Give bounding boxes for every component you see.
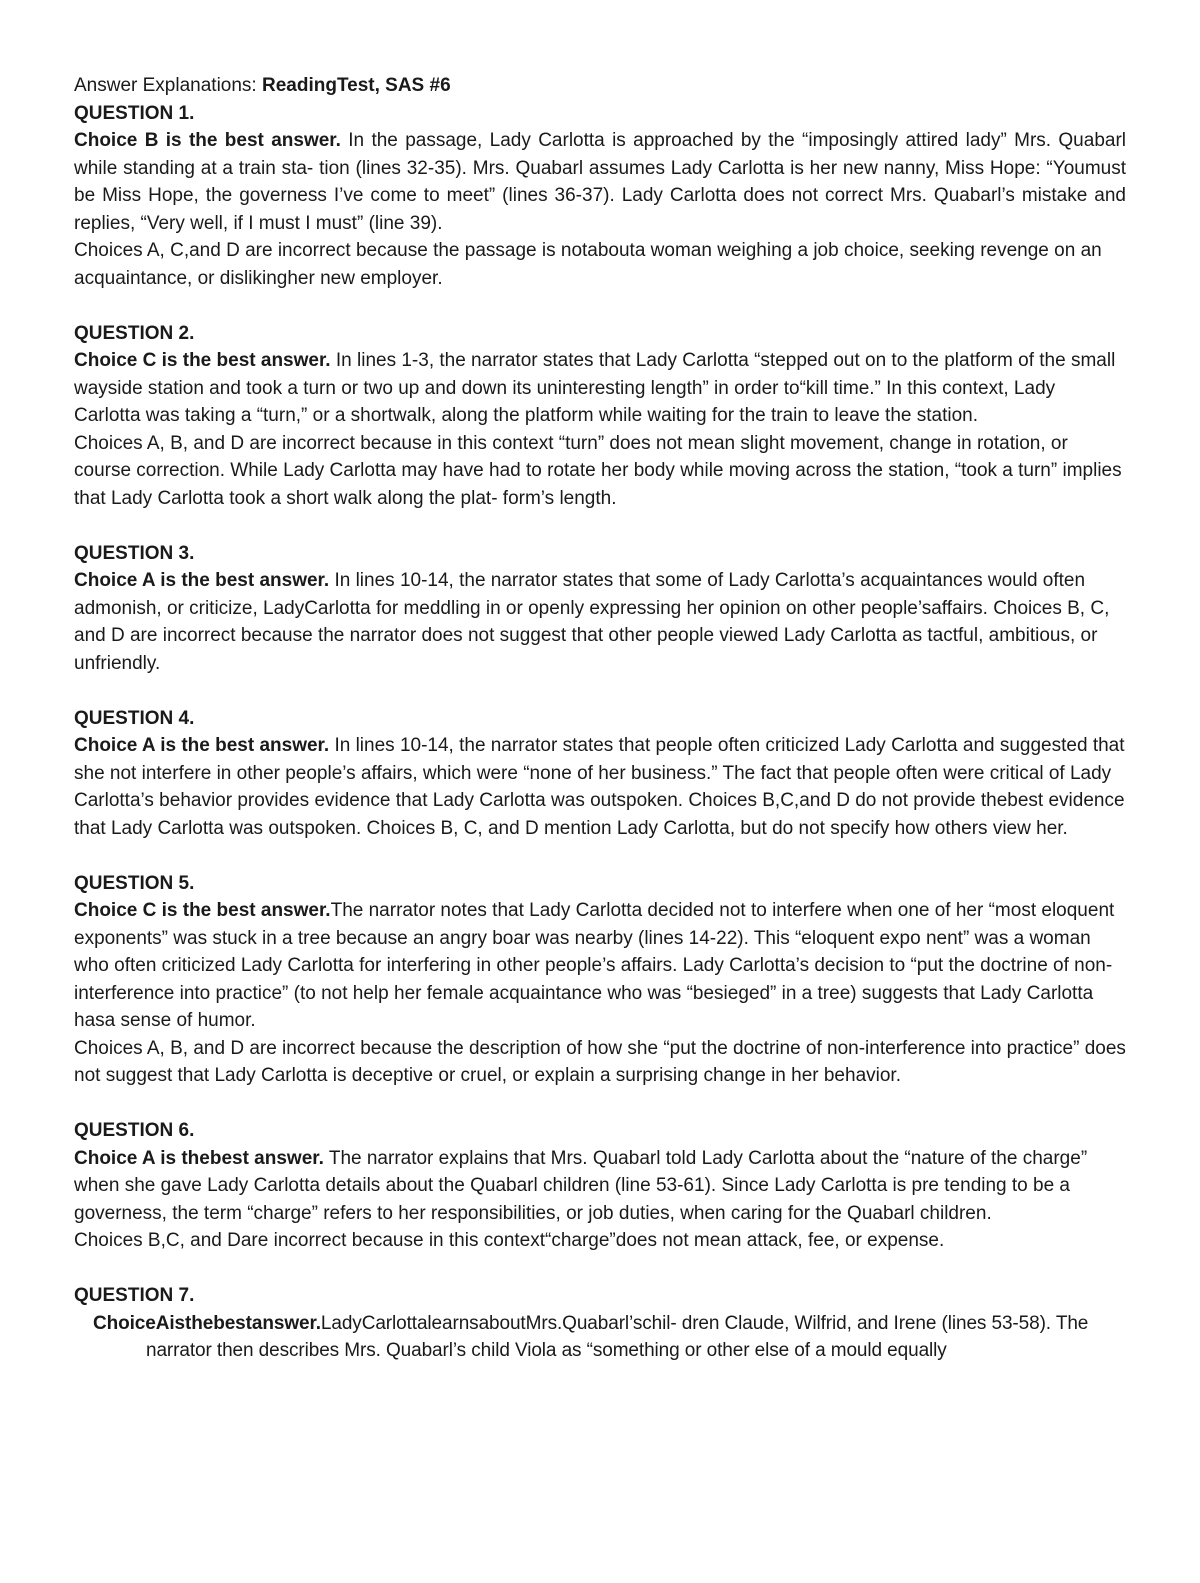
answer-paragraph — [74, 347, 1126, 430]
answer-lead: Choice C is the best answer. — [74, 900, 331, 921]
question-title: QUESTION 5. — [74, 872, 195, 894]
answer-paragraph — [74, 732, 1126, 842]
answer-paragraph — [74, 1145, 1126, 1228]
header-prefix: Answer Explanations: — [74, 75, 262, 96]
answer-lead: ChoiceAisthebestanswer. — [93, 1312, 321, 1334]
answer-body: In the passage, Lady Carlotta is approached by the “imposingly attired lady” Mrs. Quabarl while standing at a train sta- tion (lines 32-35). Mrs. Quabarl assumes Lady Carlotta is her new nanny, Miss Hope: “Youmust be Miss Hope, the governess I’ve come to meet” (lines 36-37). Lady Carlotta does not correct Mrs. Quabarl’s mistake and replies, “Very well, if I must I must” (line 39). — [74, 130, 1126, 234]
answer-lead: Choice C is the best answer. — [74, 350, 331, 371]
incorrect-choices-paragraph: Choices A, B, and D are incorrect because in this context “turn” does not mean slight movement, change in rotation, or course correction. While Lady Carlotta may have had to rotate her body while moving across the station, “took a turn” implies that Lady Carlotta took a short walk along the plat- form’s length. — [74, 432, 1122, 509]
question-4 — [74, 705, 1126, 843]
answer-body: The narrator explains that Mrs. Quabarl told Lady Carlotta about the “nature of the charge” when she gave Lady Carlotta details about the Quabarl children (line 53-61). Since Lady Carlotta is pre tending to be a governess, the term “charge” refers to her responsibilities, or job duties, when caring for the Quabarl children. — [74, 1147, 1088, 1224]
answer-paragraph — [74, 897, 1126, 1035]
question-title: QUESTION 7. — [74, 1285, 195, 1306]
answer-body: In lines 10-14, the narrator states that some of Lady Carlotta’s acquaintances would often admonish, or criticize, LadyCarlotta for meddling in or openly expressing her opinion on other people’saffairs. Choices B, C, and D are incorrect because the narrator does not suggest that other people viewed Lady Carlotta as tactful, ambitious, or unfriendly. — [74, 570, 1110, 674]
answer-paragraph — [74, 567, 1126, 677]
header-title: ReadingTest, SAS #6 — [262, 75, 451, 96]
answer-body: In lines 1-3, the narrator states that Lady Carlotta “stepped out on to the platform of the small wayside station and took a turn or two up and down its uninteresting length” in order to“kill time.” In this context, Lady Carlotta was taking a “turn,” or a shortwalk, along the platform while waiting for the train to leave the station. — [74, 350, 1116, 426]
question-title: QUESTION 2. — [74, 322, 195, 344]
incorrect-choices-paragraph: Choices B,C, and Dare incorrect because in this context“charge”does not mean attack, fee, or expense. — [74, 1230, 945, 1251]
document-header — [74, 72, 1126, 100]
answer-lead: Choice B is the best answer. — [74, 130, 341, 151]
answer-paragraph — [74, 127, 1126, 237]
question-5 — [74, 870, 1126, 1090]
question-title: QUESTION 3. — [74, 542, 195, 564]
question-6 — [74, 1117, 1126, 1255]
incorrect-choices-paragraph: Choices A, C,and D are incorrect because the passage is notabouta woman weighing a job choice, seeking revenge on an acquaintance, or dislikingher new employer. — [74, 240, 1102, 289]
answer-lead: Choice A is the best answer. — [74, 735, 330, 756]
answer-body: LadyCarlottalearnsaboutMrs.Quabarl’schil- dren Claude, Wilfrid, and Irene (lines 53-58). The narrator then describes Mrs. Quabarl’s child Viola as “something or other else of a mould equally — [146, 1312, 1089, 1361]
answer-body: In lines 10-14, the narrator states that people often criticized Lady Carlotta and suggested that she not interfere in other people’s affairs, which were “none of her business.” The fact that people often were critical of Lady Carlotta’s behavior provides evidence that Lady Carlotta was outspoken. Choices B,C,and D do not provide thebest evidence that Lady Carlotta was outspoken. Choices B, C, and D mention Lady Carlotta, but do not specify how others view her. — [74, 735, 1125, 839]
answer-body: The narrator notes that Lady Carlotta decided not to interfere when one of her “most eloquent exponents” was stuck in a tree because an angry boar was nearby (lines 14-22). This “eloquent expo nent” was a woman who often criticized Lady Carlotta for interfering in other people’s affairs. Lady Carlotta’s decision to “put the doctrine of non- interference into practice” (to not help her female acquaintance who was “besieged” in a tree) suggests that Lady Carlotta hasa sense of humor. — [74, 900, 1115, 1031]
question-title: QUESTION 6. — [74, 1120, 195, 1141]
question-title: QUESTION 4. — [74, 707, 195, 729]
incorrect-choices-paragraph: Choices A, B, and D are incorrect because the description of how she “put the doctrine of non-interference into practice” does not suggest that Lady Carlotta is deceptive or cruel, or explain a surprising change in her behavior. — [74, 1037, 1126, 1086]
question-2 — [74, 320, 1126, 513]
question-7 — [74, 1282, 1126, 1365]
question-3 — [74, 540, 1126, 678]
document-page — [74, 72, 1126, 1392]
question-title: QUESTION 1. — [74, 102, 195, 124]
answer-lead: Choice A is the best answer. — [74, 570, 330, 591]
question-1 — [74, 100, 1126, 293]
answer-lead: Choice A is thebest answer. — [74, 1147, 324, 1169]
answer-paragraph — [74, 1310, 1126, 1365]
